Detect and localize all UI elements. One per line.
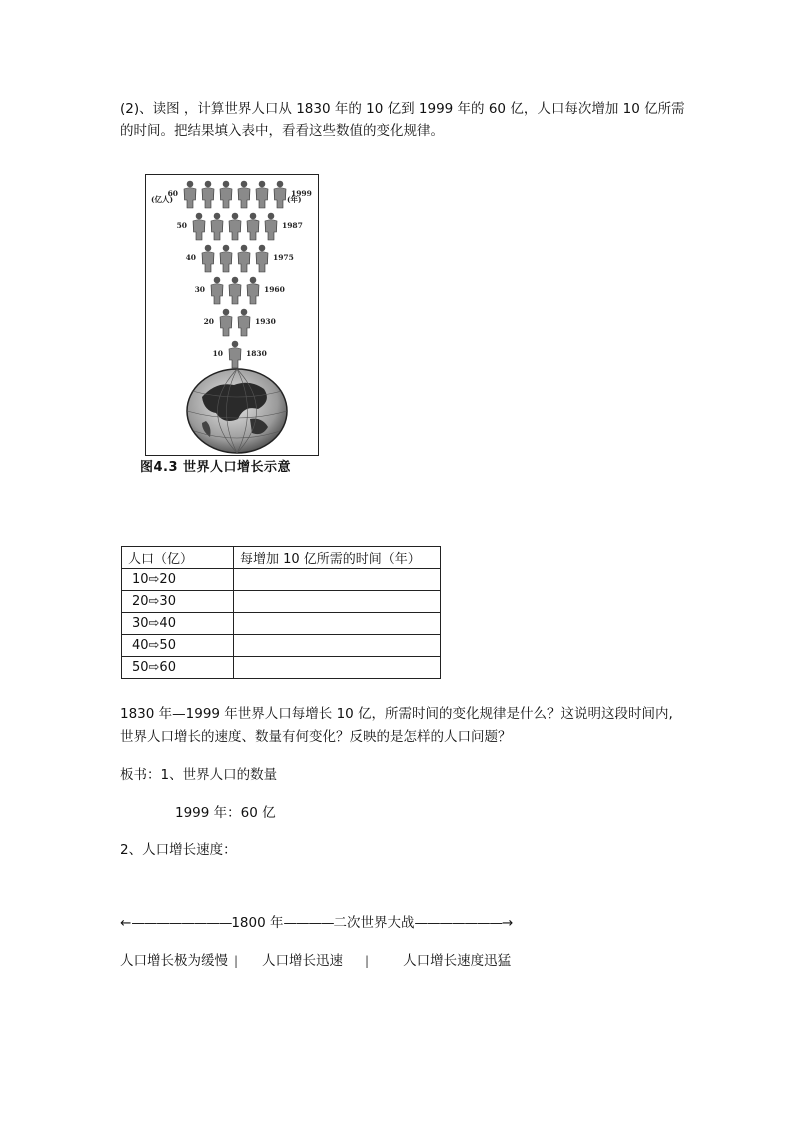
table-row <box>122 613 441 635</box>
person-icon <box>202 245 214 272</box>
person-icon <box>247 213 259 240</box>
person-icon <box>220 245 232 272</box>
unit-year-label: (年) <box>287 195 302 204</box>
person-icon <box>229 277 241 304</box>
stage-very-rapid: 人口增长速度迅猛 <box>403 953 512 969</box>
person-icon <box>265 213 277 240</box>
year-value-label: 1975 <box>273 253 294 262</box>
intro-line-2: 的时间。把结果填入表中，看看这些数值的变化规律。 <box>120 123 444 139</box>
timeline-event: 二次世界大战 <box>333 915 415 931</box>
year-value-label: 1830 <box>246 349 267 358</box>
timeline-dashes: ———— <box>283 915 334 931</box>
header-population: 人口（亿） <box>122 547 234 569</box>
population-value-label: 10 <box>212 349 223 358</box>
growth-stages <box>120 949 511 969</box>
question-line-1: 1830 年—1999 年世界人口每增长 10 亿，所需时间的变化规律是什么？这说明这段时间内, <box>120 706 673 722</box>
row-range: 40⇨50 <box>122 635 234 657</box>
board-speed-heading: 2、人口增长速度： <box>120 842 237 858</box>
year-value-label: 1930 <box>255 317 276 326</box>
table-row <box>122 657 441 679</box>
row-years-cell[interactable] <box>234 635 441 657</box>
person-icon <box>229 341 241 368</box>
table-header-row <box>122 547 441 569</box>
row-range: 50⇨60 <box>122 657 234 679</box>
person-icon <box>202 181 214 208</box>
board-title: 板书：1、世界人口的数量 <box>120 767 278 783</box>
population-value-label: 30 <box>194 285 205 294</box>
year-value-label: 1999 <box>291 189 312 198</box>
row-range: 30⇨40 <box>122 613 234 635</box>
person-icon <box>211 213 223 240</box>
table-row <box>122 569 441 591</box>
person-icon <box>220 181 232 208</box>
table-row <box>122 635 441 657</box>
unit-population-label: (亿人) <box>151 195 174 204</box>
intro-line-1: (2)、读图 ，计算世界人口从 1830 年的 10 亿到 1999 年的 60 亿，人口每次增加 10 亿所需 <box>120 101 685 117</box>
person-icon <box>238 309 250 336</box>
row-years-cell[interactable] <box>234 613 441 635</box>
population-growth-figure <box>145 174 319 456</box>
row-years-cell[interactable] <box>234 591 441 613</box>
right-arrow-icon: → <box>501 915 514 931</box>
person-icon <box>229 213 241 240</box>
year-value-label: 1960 <box>264 285 285 294</box>
population-value-label: 20 <box>203 317 214 326</box>
timeline-year: 1800 年 <box>231 915 284 931</box>
stage-slow: 人口增长极为缓慢 <box>120 953 228 969</box>
person-icon <box>274 181 286 208</box>
globe <box>187 369 287 453</box>
row-range: 10⇨20 <box>122 569 234 591</box>
person-icon <box>238 181 250 208</box>
timeline-dashes: ———————— <box>131 915 232 931</box>
question-line-2: 世界人口增长的速度、数量有何变化？反映的是怎样的人口问题？ <box>120 729 512 745</box>
row-years-cell[interactable] <box>234 569 441 591</box>
population-value-label: 40 <box>185 253 196 262</box>
person-icon <box>184 181 196 208</box>
person-icon <box>256 181 268 208</box>
population-figure-svg <box>146 175 318 455</box>
population-value-label: 50 <box>176 221 187 230</box>
row-years-cell[interactable] <box>234 657 441 679</box>
year-value-label: 1987 <box>282 221 303 230</box>
timeline <box>120 911 513 931</box>
person-icon <box>211 277 223 304</box>
left-arrow-icon: ← <box>120 915 132 931</box>
stage-separator: | <box>234 954 239 968</box>
person-icon <box>193 213 205 240</box>
person-icon <box>256 245 268 272</box>
person-icon <box>238 245 250 272</box>
population-table <box>121 546 441 679</box>
stage-separator: | <box>365 954 370 968</box>
table-row <box>122 591 441 613</box>
row-range: 20⇨30 <box>122 591 234 613</box>
header-years-needed: 每增加 10 亿所需的时间（年） <box>234 547 441 569</box>
population-value-label: 60 <box>167 189 178 198</box>
figure-caption: 图4.3 世界人口增长示意 <box>140 460 292 475</box>
stage-rapid: 人口增长迅速 <box>262 953 344 969</box>
board-population-value: 1999 年：60 亿 <box>175 805 276 821</box>
person-icon <box>220 309 232 336</box>
person-icon <box>247 277 259 304</box>
timeline-dashes: ——————— <box>414 915 502 931</box>
